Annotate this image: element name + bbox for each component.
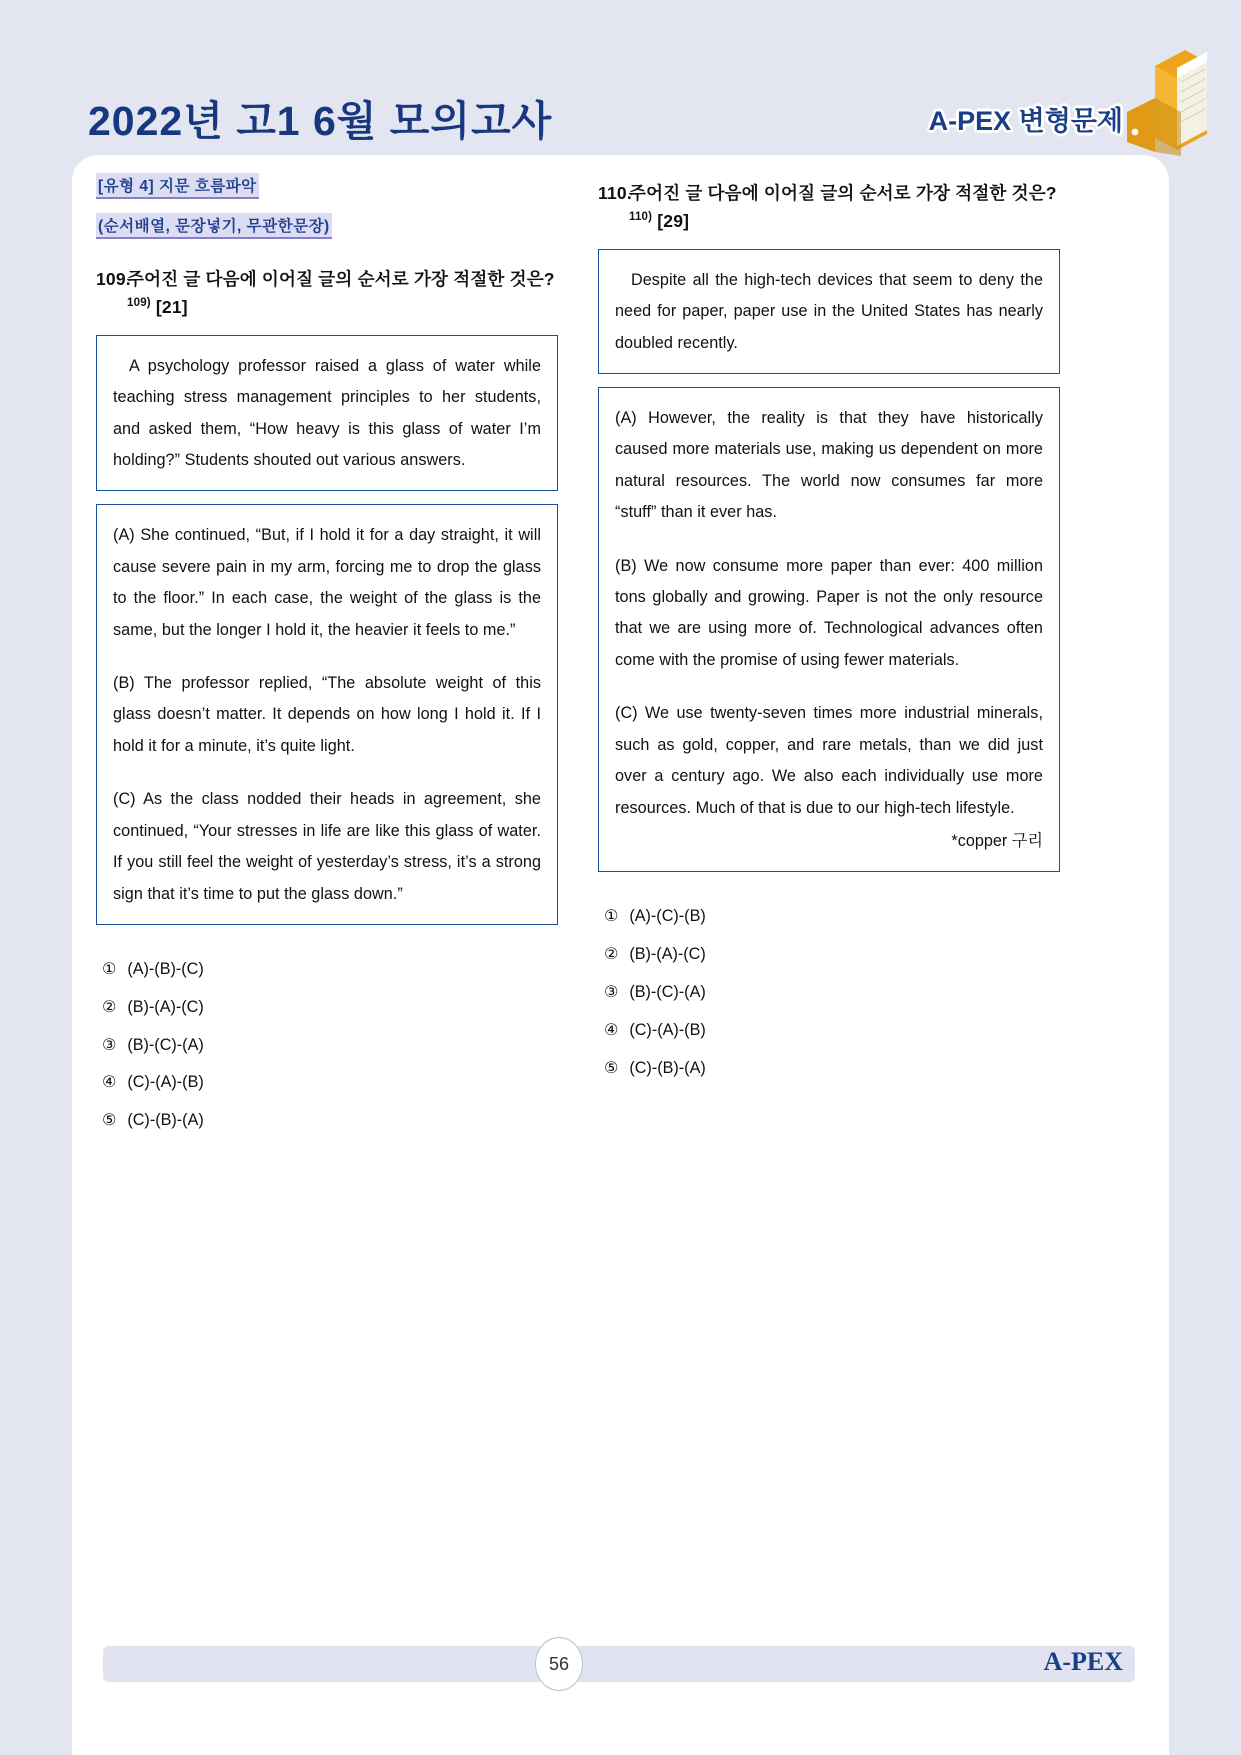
choice-item[interactable] [102,951,558,989]
question-110-source: [29] [657,211,690,232]
choice-label: (B)-(C)-(A) [629,983,706,1002]
choice-label: (C)-(B)-(A) [127,1111,204,1130]
book-icon [1119,38,1211,156]
choice-item[interactable] [604,974,1060,1012]
question-110-heading [598,179,1060,236]
two-column-layout [72,155,1169,1140]
question-109-choices [96,951,558,1140]
choice-label: (B)-(A)-(C) [127,997,204,1016]
question-109-segment-a: (A) She continued, “But, if I hold it for a day straight, it will cause severe pain in my arm, forcing me to drop the glass to the floor.” In each case, the weight of the glass is the same, but the longer I hold it, the heavier it feels to me.” [113,526,541,639]
question-109-footnote-marker: 109) [127,297,151,310]
question-109-segment-c: (C) As the class nodded their heads in agreement, she continued, “Your stresses in life are like this glass of water. If you still feel the weight of yesterday’s stress, it’s a strong sign that it’s time to put the glass down.” [113,790,541,903]
question-110-vocab-note: *copper 구리 [951,832,1043,851]
choice-marker: ① [102,961,117,979]
brand-label [929,98,1123,138]
question-109-segment-b: (B) The professor replied, “The absolute weight of this glass doesn’t matter. It depends on how long I hold it. If I hold it for a minute, it’s quite light. [113,674,541,755]
page-title: 2022년 고1 6월 모의고사 [88,98,553,144]
choice-marker: ② [604,946,619,964]
question-110-segment-c: (C) We use twenty-seven times more industrial minerals, such as gold, copper, and rare metals, than we did just over a century ago. We also each individually use more resources. Much of that is due to our high-tech lifestyle. [615,704,1043,817]
question-110-segment-b: (B) We now consume more paper than ever: 400 million tons globally and growing. Paper is not the only resource that we are using more of. Technological advances often come with the promise of using fewer materials. [615,556,1043,669]
choice-marker: ④ [102,1074,117,1092]
question-109-heading [96,265,558,322]
worksheet-card [72,155,1169,1755]
choice-item[interactable] [102,1027,558,1065]
left-column [96,173,558,1140]
choice-marker: ⑤ [604,1059,619,1077]
choice-marker: ④ [604,1021,619,1039]
choice-marker: ⑤ [102,1112,117,1130]
choice-label: (B)-(A)-(C) [629,945,706,964]
type-label-line1: [유형 4] 지문 흐름파악 [96,173,259,199]
choice-item[interactable] [604,1012,1060,1050]
question-110-segments-box [598,387,1060,872]
choice-label: (A)-(C)-(B) [629,907,706,926]
footer-bar [103,1646,1135,1682]
choice-label: (A)-(B)-(C) [127,960,204,979]
choice-item[interactable] [604,898,1060,936]
question-110-footnote-marker: 110) [629,211,653,224]
question-110-choices [598,898,1060,1087]
page-number: 56 [535,1637,583,1691]
choice-item[interactable] [102,1064,558,1102]
question-110-number: 110. [598,183,632,203]
choice-label: (B)-(C)-(A) [127,1035,204,1054]
choice-label: (C)-(B)-(A) [629,1058,706,1077]
question-109-passage: A psychology professor raised a glass of water while teaching stress management principles to her students, and asked them, “How heavy is this glass of water I’m holding?” Students shouted out various answers. [113,356,541,469]
question-109-source: [21] [155,297,188,318]
choice-marker: ① [604,908,619,926]
question-110-stem: 주어진 글 다음에 이어질 글의 순서로 가장 적절한 것은? [629,183,1057,203]
question-109-stem: 주어진 글 다음에 이어질 글의 순서로 가장 적절한 것은? [127,269,555,289]
type-label-line2: (순서배열, 문장넣기, 무관한문장) [96,213,332,239]
question-109-number: 109. [96,269,131,289]
question-110-segment-a: (A) However, the reality is that they have historically caused more materials use, making us dependent on more natural resources. The world now consumes far more “stuff” than it ever has. [615,408,1043,522]
choice-label: (C)-(A)-(B) [127,1073,204,1092]
choice-item[interactable] [604,936,1060,974]
brand-text: A-PEX 변형문제 [928,105,1123,136]
question-109-segments-box [96,504,558,925]
choice-marker: ③ [604,984,619,1002]
choice-item[interactable] [102,1102,558,1140]
choice-marker: ③ [102,1036,117,1054]
choice-label: (C)-(A)-(B) [629,1020,706,1039]
choice-item[interactable] [604,1050,1060,1088]
page-footer [103,1646,1135,1682]
right-column [598,173,1060,1140]
question-110-passage-box [598,249,1060,374]
choice-marker: ② [102,998,117,1016]
footer-logo: A-PEX [1043,1647,1123,1676]
choice-item[interactable] [102,989,558,1027]
question-110-passage: Despite all the high-tech devices that seem to deny the need for paper, paper use in the United States has nearly doubled recently. [615,270,1043,352]
type-label-group [96,173,558,239]
question-109-passage-box [96,335,558,492]
page-header [0,0,1241,156]
